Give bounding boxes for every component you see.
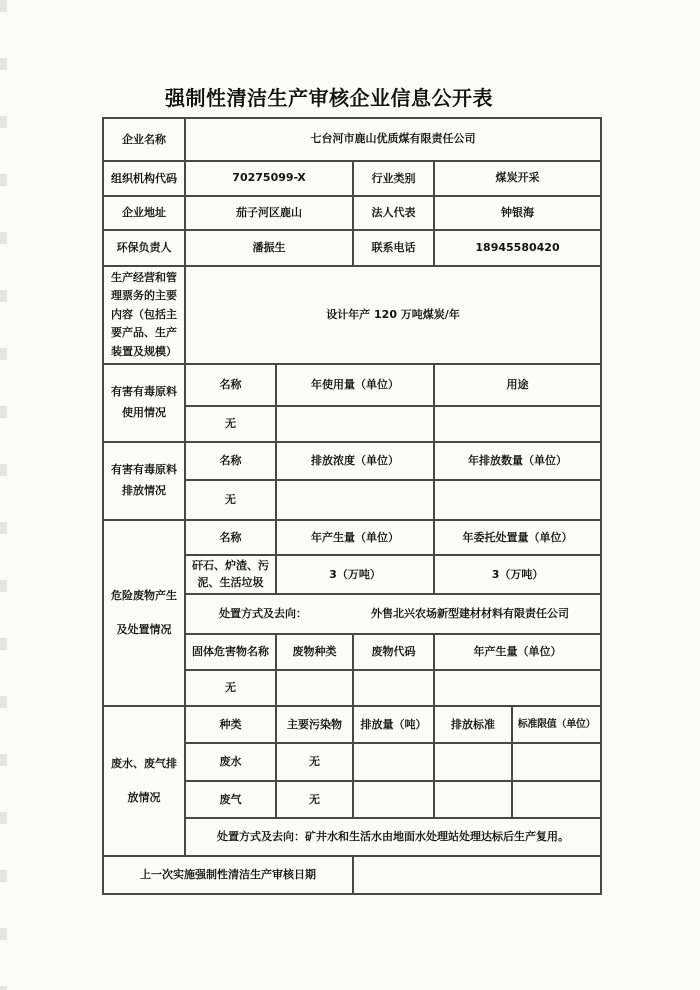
table-row <box>103 364 601 406</box>
solid-waste-row-name: 无 <box>185 670 276 706</box>
env-officer-value: 潘振生 <box>185 230 353 266</box>
table-row <box>103 161 601 196</box>
wastewater-section-label: 废水、废气排放情况 <box>103 706 185 856</box>
toxic-use-header-name: 名称 <box>185 364 276 406</box>
toxic-use-header-annual-usage: 年使用量（单位） <box>276 364 434 406</box>
solid-waste-header-code: 废物代码 <box>353 634 434 670</box>
last-audit-label: 上一次实施强制性清洁生产审核日期 <box>103 856 353 894</box>
hazwaste-disposal-label: 处置方式及去向： <box>219 607 307 621</box>
legal-rep-label: 法人代表 <box>353 196 434 230</box>
industry-label: 行业类别 <box>353 161 434 196</box>
hazwaste-row-name: 矸石、炉渣、污泥、生活垃圾 <box>185 555 276 594</box>
industry-value: 煤炭开采 <box>434 161 601 196</box>
production-scope-value: 设计年产 120 万吨煤炭/年 <box>185 266 601 364</box>
production-scope-label: 生产经营和管理票务的主要内容（包括主要产品、生产装置及规模） <box>103 266 185 364</box>
empty-cell <box>353 670 434 706</box>
org-code-value: 70275099-X <box>185 161 353 196</box>
table-row <box>103 442 601 480</box>
empty-cell <box>276 670 353 706</box>
company-name-label: 企业名称 <box>103 118 185 161</box>
wwg-header-type: 种类 <box>185 706 276 743</box>
wwg-row-wastewater-type: 废水 <box>185 743 276 781</box>
solid-waste-header-annual-output: 年产生量（单位） <box>434 634 601 670</box>
empty-cell <box>512 743 601 781</box>
wwg-row-wastegas-type: 废气 <box>185 781 276 818</box>
scan-edge-artifacts <box>0 0 7 990</box>
hazwaste-row-disposal-amount: 3（万吨） <box>434 555 601 594</box>
wwg-header-standard: 排放标准 <box>434 706 512 743</box>
empty-cell <box>434 406 601 442</box>
table-row <box>103 230 601 266</box>
empty-cell <box>353 743 434 781</box>
empty-cell <box>276 480 434 520</box>
hazwaste-row-output: 3（万吨） <box>276 555 434 594</box>
empty-cell <box>434 781 512 818</box>
address-label: 企业地址 <box>103 196 185 230</box>
empty-cell <box>276 406 434 442</box>
table-row <box>103 196 601 230</box>
empty-cell <box>434 743 512 781</box>
toxic-discharge-header-name: 名称 <box>185 442 276 480</box>
wwg-disposal-cell: 处置方式及去向：矿井水和生活水由地面水处理站处理达标后生产复用。 <box>185 818 601 856</box>
table-row <box>103 706 601 743</box>
toxic-discharge-header-annual-amount: 年排放数量（单位） <box>434 442 601 480</box>
hazardous-waste-section-label: 危险废物产生及处置情况 <box>103 520 185 706</box>
table-row <box>103 520 601 555</box>
address-value: 茄子河区鹿山 <box>185 196 353 230</box>
hazwaste-disposal-value: 外售北兴农场新型建材材料有限责任公司 <box>371 607 569 621</box>
last-audit-value <box>353 856 601 894</box>
hazwaste-header-entrusted-disposal: 年委托处置量（单位） <box>434 520 601 555</box>
enterprise-info-table <box>102 117 602 895</box>
page-title: 强制性清洁生产审核企业信息公开表 <box>165 86 493 110</box>
solid-waste-header-name: 固体危害物名称 <box>185 634 276 670</box>
solid-waste-header-type: 废物种类 <box>276 634 353 670</box>
toxic-discharge-row-name: 无 <box>185 480 276 520</box>
table-row <box>103 266 601 364</box>
hazwaste-disposal-cell <box>185 594 601 634</box>
empty-cell <box>434 670 601 706</box>
legal-rep-value: 钟银海 <box>434 196 601 230</box>
empty-cell <box>353 781 434 818</box>
toxic-discharge-header-concentration: 排放浓度（单位） <box>276 442 434 480</box>
wwg-row-wastewater-pollutant: 无 <box>276 743 353 781</box>
wwg-row-wastegas-pollutant: 无 <box>276 781 353 818</box>
table-row <box>103 856 601 894</box>
toxic-use-header-purpose: 用途 <box>434 364 601 406</box>
phone-value: 18945580420 <box>434 230 601 266</box>
wwg-header-limit: 标准限值（单位） <box>512 706 601 743</box>
wwg-header-pollutant: 主要污染物 <box>276 706 353 743</box>
toxic-use-section-label: 有害有毒原料使用情况 <box>103 364 185 442</box>
company-name-value: 七台河市鹿山优质煤有限责任公司 <box>185 118 601 161</box>
wwg-header-amount: 排放量（吨） <box>353 706 434 743</box>
org-code-label: 组织机构代码 <box>103 161 185 196</box>
phone-label: 联系电话 <box>353 230 434 266</box>
env-officer-label: 环保负责人 <box>103 230 185 266</box>
hazwaste-header-annual-output: 年产生量（单位） <box>276 520 434 555</box>
toxic-discharge-section-label: 有害有毒原料排放情况 <box>103 442 185 520</box>
empty-cell <box>434 480 601 520</box>
empty-cell <box>512 781 601 818</box>
table-row <box>103 118 601 161</box>
hazwaste-header-name: 名称 <box>185 520 276 555</box>
toxic-use-row-name: 无 <box>185 406 276 442</box>
